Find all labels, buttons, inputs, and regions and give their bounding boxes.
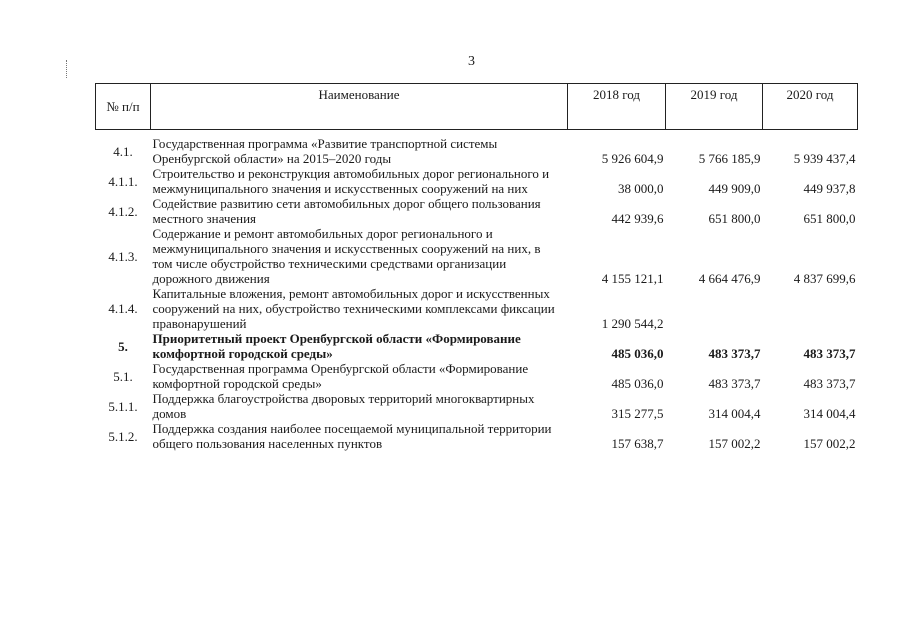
table-row	[96, 421, 858, 451]
header-number: № п/п	[96, 84, 151, 130]
value-2019: 449 909,0	[708, 181, 761, 196]
value-2018: 1 290 544,2	[601, 316, 664, 331]
row-name: Содержание и ремонт автомобильных дорог регионального и межмуниципального значения и искусственных сооружений на них, в том числе обустройство техническими средствами организации дорожного движения	[152, 226, 541, 286]
row-name: Капитальные вложения, ремонт автомобильных дорог и искусственных сооружений на них, обустройство техническими комплексами фиксации правонарушений	[152, 286, 555, 331]
table-row	[96, 286, 858, 331]
row-number: 4.1.2.	[108, 203, 138, 219]
row-name: Государственная программа Оренбургской области «Формирование комфортной городской среды»	[152, 361, 529, 391]
table-row	[96, 136, 858, 166]
row-number: 5.1.1.	[108, 398, 138, 414]
value-2018: 485 036,0	[611, 346, 664, 361]
value-2018: 442 939,6	[611, 211, 664, 226]
row-number: 4.1.4.	[108, 301, 138, 316]
value-2019	[666, 286, 763, 331]
row-name: Поддержка благоустройства дворовых территорий многоквартирных домов	[152, 391, 535, 421]
value-2020: 314 004,4	[803, 406, 856, 421]
table-header-row	[96, 84, 858, 130]
value-2019: 4 664 476,9	[698, 271, 761, 286]
value-2018: 485 036,0	[611, 376, 664, 391]
value-2020: 5 939 437,4	[793, 151, 856, 166]
row-number: 5.1.2.	[108, 428, 138, 444]
row-number: 4.1.1.	[108, 173, 138, 189]
value-2020	[763, 286, 858, 331]
value-2020: 157 002,2	[803, 436, 856, 451]
value-2019: 157 002,2	[708, 436, 761, 451]
value-2018: 315 277,5	[611, 406, 664, 421]
value-2019: 483 373,7	[708, 346, 761, 361]
row-number: 4.1.3.	[108, 248, 138, 264]
row-number: 5.	[118, 338, 128, 354]
table-row	[96, 226, 858, 286]
row-name: Приоритетный проект Оренбургской области «Формирование комфортной городской среды»	[152, 331, 521, 361]
page-number: 3	[468, 54, 475, 69]
value-2019: 651 800,0	[708, 211, 761, 226]
value-2019: 483 373,7	[708, 376, 761, 391]
row-name: Поддержка создания наиболее посещаемой муниципальной территории общего пользования населенных пунктов	[152, 421, 552, 451]
header-year-2020: 2020 год	[763, 84, 858, 130]
value-2020: 483 373,7	[803, 346, 856, 361]
table-row	[96, 391, 858, 421]
header-year-2019: 2019 год	[666, 84, 763, 130]
value-2020: 651 800,0	[803, 211, 856, 226]
value-2018: 4 155 121,1	[601, 271, 664, 286]
budget-table	[95, 83, 858, 451]
row-name: Государственная программа «Развитие транспортной системы Оренбургской области» на 2015–2020 годы	[152, 136, 498, 166]
value-2018: 157 638,7	[611, 436, 664, 451]
row-number: 4.1.	[113, 143, 133, 159]
row-number: 5.1.	[113, 368, 133, 384]
value-2018: 5 926 604,9	[601, 151, 664, 166]
table-row	[96, 331, 858, 361]
row-name: Содействие развитию сети автомобильных дорог общего пользования местного значения	[152, 196, 541, 226]
value-2018: 38 000,0	[618, 181, 664, 196]
value-2020: 4 837 699,6	[793, 271, 856, 286]
margin-mark	[66, 60, 70, 78]
row-name: Строительство и реконструкция автомобильных дорог регионального и межмуниципального значения и искусственных сооружений на них	[152, 166, 550, 196]
value-2020: 449 937,8	[803, 181, 856, 196]
header-year-2018: 2018 год	[568, 84, 666, 130]
value-2020: 483 373,7	[803, 376, 856, 391]
value-2019: 5 766 185,9	[698, 151, 761, 166]
value-2019: 314 004,4	[708, 406, 761, 421]
table-row	[96, 196, 858, 226]
header-name: Наименование	[151, 84, 568, 130]
table-row	[96, 361, 858, 391]
table-row	[96, 166, 858, 196]
